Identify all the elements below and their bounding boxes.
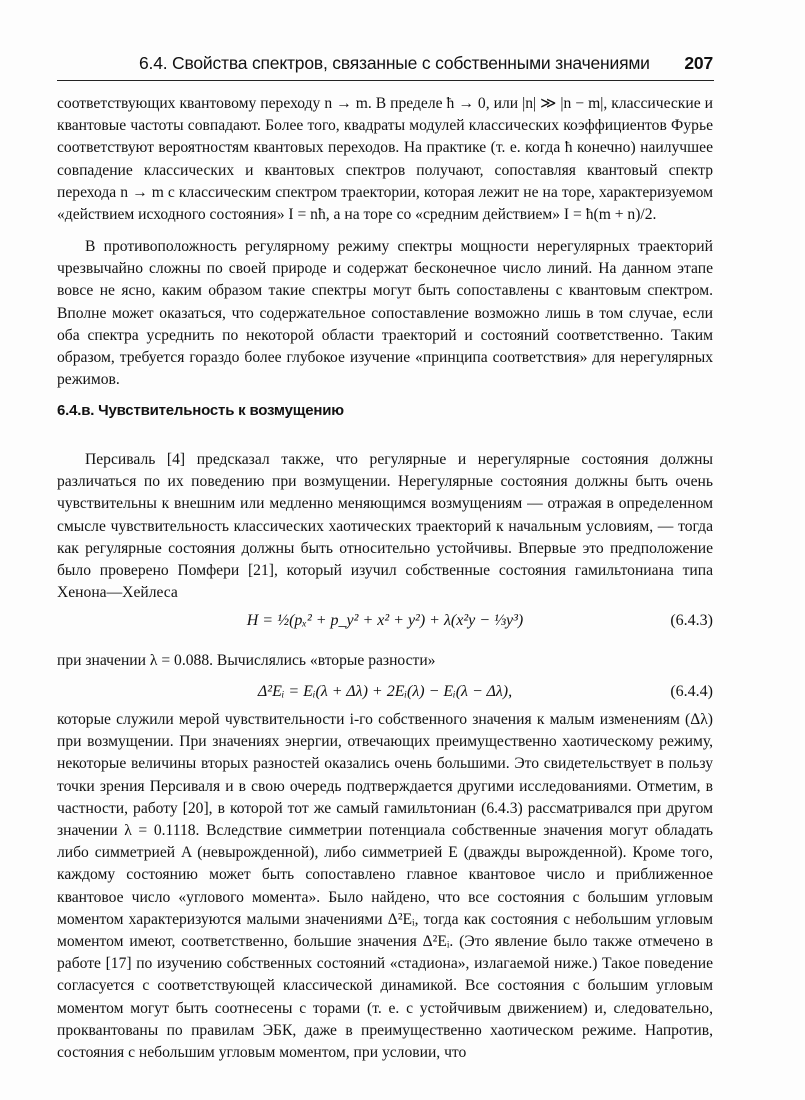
paragraph-3-text: Персиваль [4] предсказал также, что регулярные и нерегулярные состояния должны различаться по их поведению при возмущении. Нерегулярные состояния должны быть очень чувствительны к внешним или медленно меняющимся возмущениям — отражая в определенном смысле чувствительность классических хаотических траекторий к начальным условиям, — тогда как регулярные состояния должны быть относительно устойчивы. Впервые это предположение было проверено Помфери [21], который изучил собственные состояния гамильтониана типа Хенона—Хейлеса <box>57 451 713 602</box>
equation-6-4-3-number: (6.4.3) <box>670 612 713 629</box>
running-header-title: 6.4. Свойства спектров, связанные с собственными значениями <box>139 53 650 73</box>
paragraph-3 <box>57 449 713 604</box>
paragraph-1 <box>57 93 713 226</box>
running-header <box>57 50 713 78</box>
paragraph-4-text: при значении λ = 0.088. Вычислялись «вторые разности» <box>57 652 436 669</box>
page-number: 207 <box>684 53 713 73</box>
equation-6-4-4-number: (6.4.4) <box>670 683 713 700</box>
equation-6-4-4-formula: Δ²Eᵢ = Eᵢ(λ + Δλ) + 2Eᵢ(λ) − Eᵢ(λ − Δλ), <box>257 683 513 700</box>
paragraph-1-text: соответствующих квантовому переходу n → m. В пределе ħ → 0, или |n| ≫ |n − m|, классические и квантовые частоты совпадают. Более того, квадраты модулей классических коэффициентов Фурье соответствуют вероятностям квантовых переходов. На практике (т. е. когда ħ конечно) наилучшее совпадение классических и квантовых спектров получают, сопоставляя квантовый спектр перехода n → m с классическим спектром траектории, которая лежит не на торе, характеризуемом «действием исходного состояния» I = nħ, а на торе со «средним действием» I = ħ(m + n)/2. <box>57 95 713 224</box>
paragraph-4 <box>57 650 713 672</box>
paragraph-5 <box>57 709 713 1064</box>
subsection-heading: 6.4.в. Чувствительность к возмущению <box>57 402 344 419</box>
equation-6-4-3-formula: H = ½(pₓ² + p_y² + x² + y²) + λ(x²y − ⅓y³) <box>246 612 524 629</box>
header-rule <box>57 80 714 81</box>
paragraph-2-text: В противоположность регулярному режиму спектры мощности нерегулярных траекторий чрезвычайно сложны по своей природе и содержат бесконечное число линий. На данном этапе вовсе не ясно, каким образом такие спектры могут быть сопоставлены с квантовым спектром. Вполне может оказаться, что содержательное сопоставление возможно лишь в том случае, если оба спектра усреднить по некоторой области траекторий и состояний соответственно. Таким образом, требуется гораздо более глубокое изучение «принципа соответствия» для нерегулярных режимов. <box>57 238 713 389</box>
paragraph-5-text: которые служили мерой чувствительности i-го собственного значения к малым изменениям (Δλ) при возмущении. При значениях энергии, отвечающих преимущественно хаотическому режиму, некоторые величины вторых разностей оказались очень большими. Это свидетельствует в пользу точки зрения Персиваля и в свою очередь подтверждается другими исследованиями. Отметим, в частности, работу [20], в которой тот же самый гамильтониан (6.4.3) рассматривался при другом значении λ = 0.1118. Вследствие симметрии потенциала собственные значения могут обладать либо симметрией A (невырожденной), либо симметрией E (дважды вырожденной). Кроме того, каждому состоянию может быть сопоставлено главное квантовое число и приближенное квантовое число «углового момента». Было найдено, что все состояния с большим угловым моментом характеризуются малыми значениями Δ²Eᵢ, тогда как состояния с небольшим угловым моментом имеют, соответственно, большие значения Δ²Eᵢ. (Это явление было также отмечено в работе [17] по изучению собственных состояний «стадиона», излагаемой ниже.) Такое поведение согласуется с соответствующей классической динамикой. Все состояния с большим угловым моментом могут быть соотнесены с торами (т. е. с устойчивым движением) и, следовательно, проквантованы по правилам ЭБК, даже в преимущественно хаотическом режиме. Напротив, состояния с небольшим угловым моментом, при условии, что <box>57 711 713 1062</box>
paragraph-2 <box>57 236 713 391</box>
equation-6-4-3 <box>57 604 713 644</box>
